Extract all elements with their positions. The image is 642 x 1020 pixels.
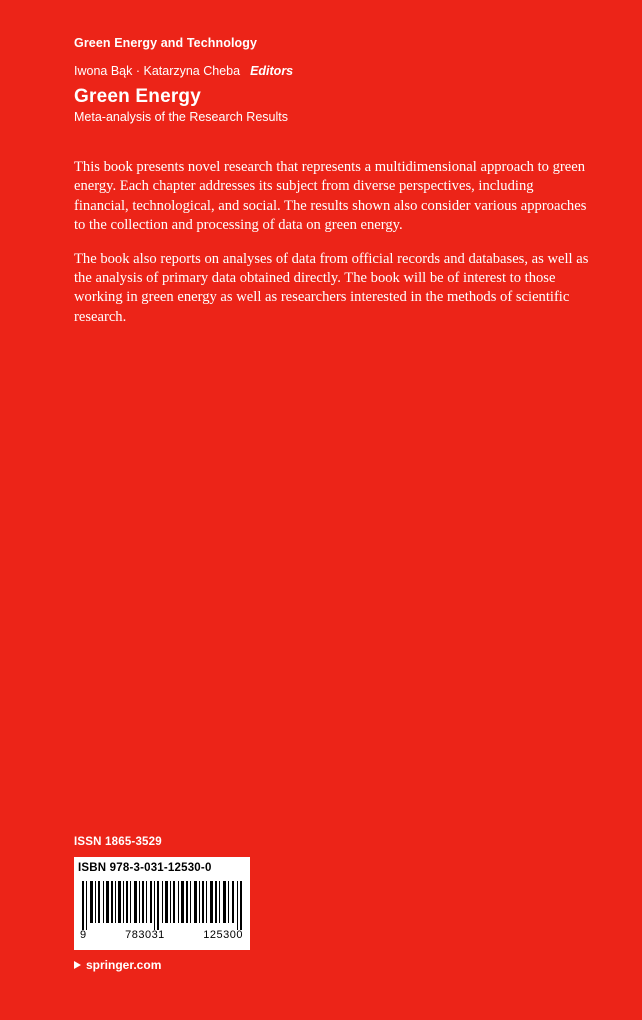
- page-title: Green Energy: [74, 86, 202, 107]
- editor-names: Iwona Bąk · Katarzyna Cheba: [74, 64, 241, 78]
- publisher-link[interactable]: [74, 958, 161, 972]
- play-triangle-icon: [74, 961, 81, 969]
- barcode-digit-group: 783031: [125, 929, 165, 941]
- page-subtitle: Meta-analysis of the Research Results: [74, 110, 288, 124]
- blurb-paragraph: This book presents novel research that represents a multidimensional approach to green energy. Each chapter addresses its subject from diverse perspectives, including financial, technological, and social. The results shown also consider various approaches to the collection and processing of data on green energy.: [74, 159, 587, 234]
- isbn-text: ISBN 978-3-031-12530-0: [78, 862, 212, 874]
- editors-role-label: Editors: [250, 64, 294, 78]
- series-title: Green Energy and Technology: [74, 36, 258, 50]
- publisher-label: springer.com: [86, 958, 162, 972]
- barcode-digits: [80, 929, 243, 941]
- blurb-text: [74, 158, 590, 341]
- barcode-digit-group: 125300: [203, 929, 243, 941]
- barcode-digit-group: 9: [80, 929, 87, 941]
- issn-text: ISSN 1865-3529: [74, 836, 162, 848]
- barcode-image: [80, 881, 243, 930]
- blurb-paragraph: The book also reports on analyses of data from official records and databases, as well as the analysis of primary data obtained directly. The book will be of interest to those working in green energy as well as researchers interested in the methods of scientific research.: [74, 250, 589, 325]
- editors-line: [74, 64, 293, 78]
